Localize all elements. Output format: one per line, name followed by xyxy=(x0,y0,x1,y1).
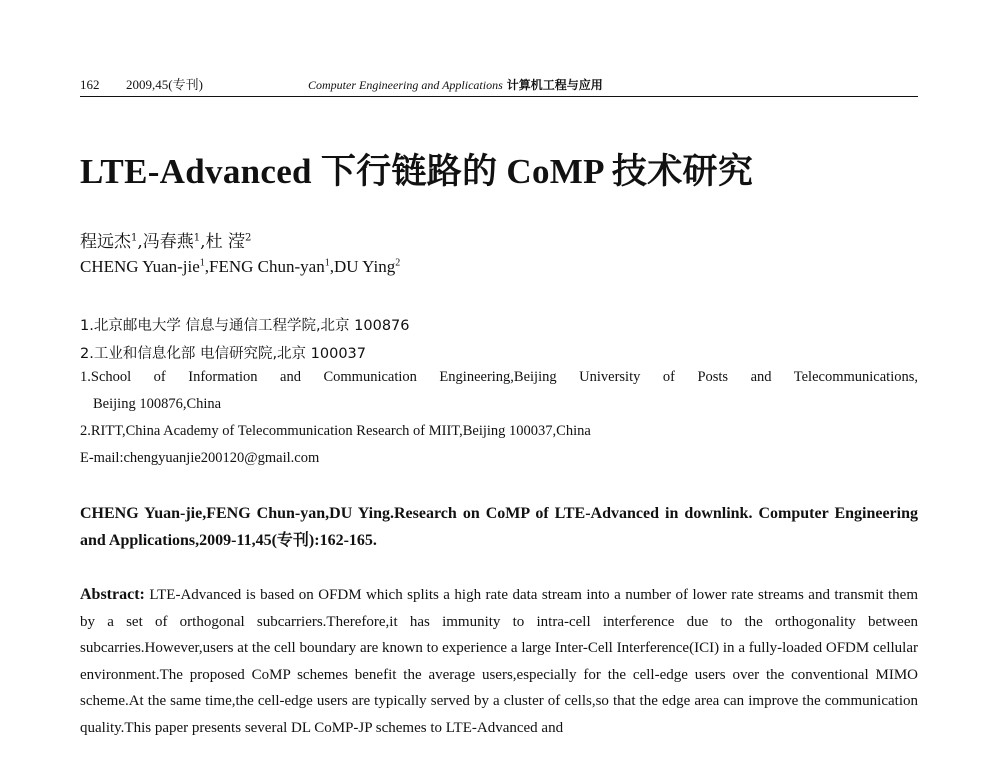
citation-reference: CHENG Yuan-jie,FENG Chun-yan,DU Ying.Research on CoMP of LTE-Advanced in downlink. Computer Engineering and Applications,2009-11,45(专刊):162-165. xyxy=(80,505,918,549)
author-name: 杜 滢 xyxy=(205,232,245,252)
author-affil-mark: 2 xyxy=(244,232,252,244)
affiliation-cn-2: 2.工业和信息化部 电信研究院,北京 100037 xyxy=(80,346,367,362)
author-email: E-mail:chengyuanjie200120@gmail.com xyxy=(80,450,320,466)
journal-name xyxy=(308,74,603,96)
author-affil-mark: 1 xyxy=(131,232,138,244)
author-name: CHENG Yuan-jie xyxy=(80,257,200,276)
abstract-text: LTE-Advanced is based on OFDM which splits a high rate data stream into a number of lower rate streams and transmit them by a set of orthogonal subcarriers.Therefore,it has immunity to intra-cell interference due to the orthogonality between subcarries.However,users at the cell boundary are known to experience a large Inter-Cell Interference(ICI) in a fully-loaded OFDM cellular environment.The proposed CoMP schemes benefit the average users,especially for the cell-edge users over the conventional MIMO scheme.At the same time,the cell-edge users are typically served by a cluster of cells,so that the edge area can improve the communication quality.This paper presents several DL CoMP-JP schemes to LTE-Advanced and xyxy=(80,587,919,736)
author-name: 程远杰 xyxy=(80,232,131,252)
affiliation-en-1: 1.School of Information and Communication Engineering,Beijing University of Posts and Telecommunications, xyxy=(80,369,918,385)
journal-name-en: Computer Engineering and Applications xyxy=(308,78,503,92)
authors-english: CHENG Yuan-jie$^1$,FENG Chun-yan$^1$,DU Ying$^2$ xyxy=(80,257,401,276)
affiliation-cn-1: 1.北京邮电大学 信息与通信工程学院,北京 100876 xyxy=(80,318,410,334)
abstract xyxy=(80,582,918,741)
affiliation-en-2: 2.RITT,China Academy of Telecommunication Research of MIIT,Beijing 100037,China xyxy=(80,423,591,439)
authors-chinese: 程远杰$^1$,冯春燕$^1$,杜 滢$^2$ xyxy=(80,232,252,252)
issue-info: 2009,45(专刊) xyxy=(126,77,203,92)
paper-title: LTE-Advanced 下行链路的 CoMP 技术研究 xyxy=(80,152,754,191)
author-name: DU Ying xyxy=(333,257,396,276)
author-affil-mark: 1 xyxy=(324,257,330,269)
author-name: FENG Chun-yan xyxy=(209,257,325,276)
author-name: 冯春燕 xyxy=(142,232,194,252)
running-header xyxy=(80,74,918,97)
abstract-label: Abstract: xyxy=(80,586,145,603)
author-affil-mark: 1 xyxy=(199,257,205,269)
page-number: 162 xyxy=(80,77,100,92)
author-affil-mark: 2 xyxy=(395,257,401,269)
affiliation-en-1-cont: Beijing 100876,China xyxy=(93,396,222,412)
journal-name-cn: 计算机工程与应用 xyxy=(506,78,603,92)
author-affil-mark: 1 xyxy=(193,232,201,244)
